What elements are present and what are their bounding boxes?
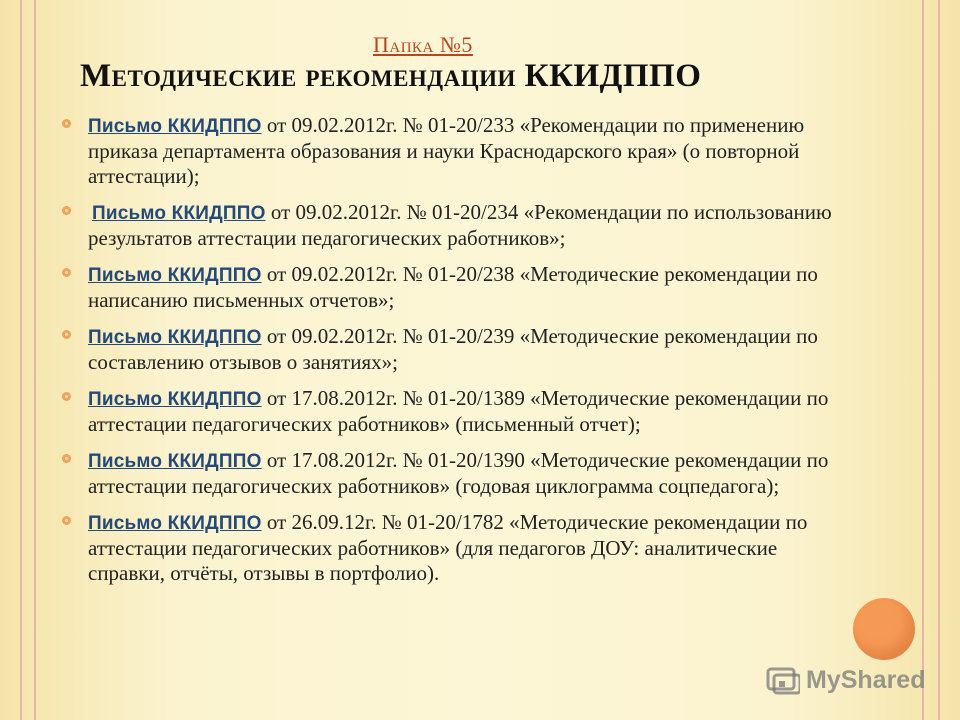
folder-title: Папка №5: [373, 32, 473, 57]
item-text: от 17.08.2012г. № 01-20/1390 «Методические рекомендации по аттестации педагогических работников» (годовая циклограмма соцпедагога);: [88, 448, 829, 498]
myshared-logo-icon: [766, 665, 800, 695]
bullet-icon: [62, 516, 71, 525]
bullet-icon: [62, 206, 71, 215]
bullet-icon: [62, 119, 71, 128]
frame-line-left: [20, 0, 22, 720]
item-text: от 17.08.2012г. № 01-20/1389 «Методические рекомендации по аттестации педагогических работников» (письменный отчет);: [88, 386, 829, 436]
list-item: [62, 200, 852, 251]
watermark: [766, 660, 925, 700]
letter-link[interactable]: Письмо ККИДППО: [88, 389, 262, 410]
item-text: от 26.09.12г. № 01-20/1782 «Методические рекомендации по аттестации педагогических работников» (для педагогов ДОУ: аналитические справки, отчёты, отзывы в портфолио).: [88, 510, 808, 585]
list-item: [62, 262, 852, 313]
item-text: от 09.02.2012г. № 01-20/234 «Рекомендации по использованию результатов аттестации педагогических работников»;: [88, 200, 832, 250]
item-text: от 09.02.2012г. № 01-20/238 «Методические рекомендации по написанию письменных отчетов»;: [88, 262, 818, 312]
letter-link[interactable]: Письмо ККИДППО: [92, 203, 266, 224]
list-item: [62, 510, 852, 586]
letter-link[interactable]: Письмо ККИДППО: [88, 451, 262, 472]
letter-link[interactable]: Письмо ККИДППО: [88, 513, 262, 534]
watermark-text: MyShared: [806, 665, 926, 694]
list-item: [62, 324, 852, 375]
letter-link[interactable]: Письмо ККИДППО: [88, 116, 262, 137]
decorative-orb: [853, 598, 915, 660]
letters-list: [62, 113, 852, 597]
page-title: Методические рекомендации ККИДППО: [80, 58, 702, 94]
bullet-icon: [62, 330, 71, 339]
item-text: от 09.02.2012г. № 01-20/233 «Рекомендации по применению приказа департамента образования и науки Краснодарского края» (о повторной аттестации);: [88, 113, 805, 188]
letter-link[interactable]: Письмо ККИДППО: [88, 327, 262, 348]
list-item: [62, 113, 852, 189]
bullet-icon: [62, 268, 71, 277]
bullet-icon: [62, 392, 71, 401]
letter-link[interactable]: Письмо ККИДППО: [88, 265, 262, 286]
list-item: [62, 448, 852, 499]
bullet-icon: [62, 454, 71, 463]
item-text: от 09.02.2012г. № 01-20/239 «Методические рекомендации по составлению отзывов о занятиях»;: [88, 324, 818, 374]
frame-line-right: [938, 0, 940, 720]
list-item: [62, 386, 852, 437]
